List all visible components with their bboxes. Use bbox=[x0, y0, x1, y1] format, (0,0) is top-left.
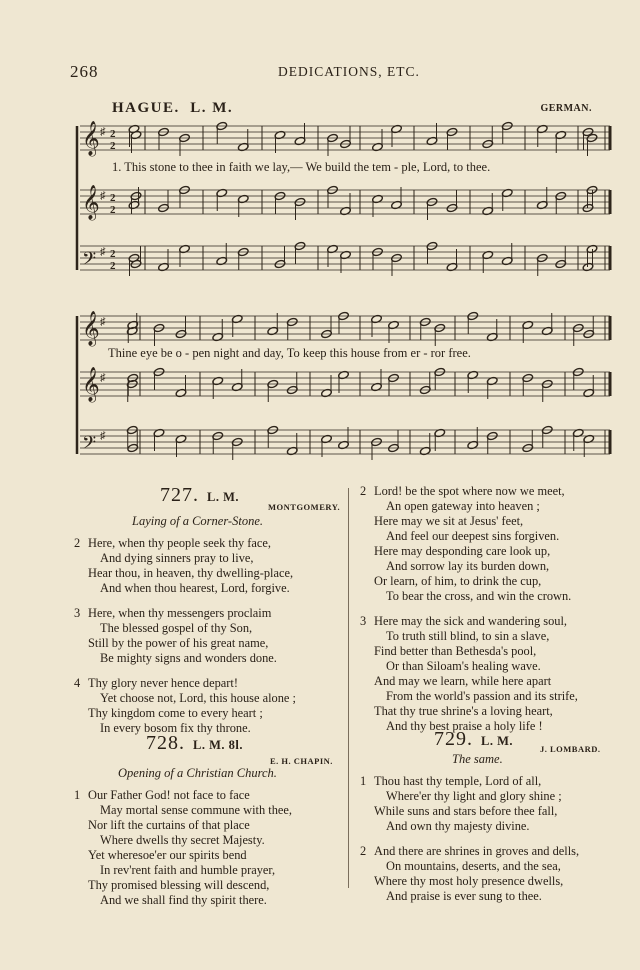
verse-line: 1 Thou hast thy temple, Lord of all, bbox=[360, 774, 542, 788]
time-signature: 2 bbox=[110, 128, 116, 140]
time-signature: 2 bbox=[110, 248, 116, 260]
verse-line: To truth still blind, to sin a slave, bbox=[386, 629, 550, 643]
verse-line: Where'er thy light and glory shine ; bbox=[386, 789, 562, 803]
hymn-meter: L. M. bbox=[481, 734, 514, 748]
verse-line: Thy promised blessing will descend, bbox=[88, 878, 270, 892]
verse-line: The blessed gospel of thy Son, bbox=[100, 621, 253, 635]
hymn-subtitle: Laying of a Corner-Stone. bbox=[132, 514, 263, 528]
verse-line: And sorrow lay its burden down, bbox=[386, 559, 550, 573]
sharp-icon: ♯ bbox=[100, 126, 106, 138]
verse-line: Hear thou, in heaven, thy dwelling-place, bbox=[88, 566, 294, 580]
verse-line: Or than Siloam's healing wave. bbox=[386, 659, 541, 673]
hymn-729-heading bbox=[434, 728, 513, 751]
hymn-number: 728. bbox=[146, 732, 185, 754]
verse-line: That thy true shrine's a loving heart, bbox=[374, 704, 553, 718]
time-signature: 2 bbox=[110, 140, 116, 152]
sharp-icon: ♯ bbox=[100, 190, 106, 202]
verse-line: And when thou hearest, Lord, forgive. bbox=[100, 581, 290, 595]
verse-line: And praise is ever sung to thee. bbox=[386, 889, 542, 903]
sharp-icon: ♯ bbox=[100, 316, 106, 328]
sharp-icon: ♯ bbox=[100, 372, 106, 384]
sharp-icon: ♯ bbox=[100, 246, 106, 258]
hymn-author: J. LOMBARD. bbox=[540, 744, 601, 754]
hymn-meter: L. M. bbox=[207, 490, 240, 504]
verse-line: Yet wheresoe'er our spirits bend bbox=[88, 848, 247, 862]
lyric-line-1: 1. This stone to thee in faith we lay,— We build the tem - ple, Lord, to thee. bbox=[112, 160, 491, 174]
verse-line: In rev'rent faith and humble prayer, bbox=[100, 863, 276, 877]
verse-line: 1 Our Father God! not face to face bbox=[74, 788, 250, 802]
hymn-number: 727. bbox=[160, 484, 199, 506]
hymn-727-heading bbox=[160, 484, 239, 507]
treble-clef-icon: 𝄞 bbox=[82, 121, 100, 156]
verse-line: Thy kingdom come to every heart ; bbox=[88, 706, 263, 720]
verse-line: In every bosom fix thy throne. bbox=[100, 721, 251, 735]
hymn-subtitle: Opening of a Christian Church. bbox=[118, 766, 277, 780]
music-score bbox=[0, 0, 640, 470]
verse-line: May mortal sense commune with thee, bbox=[100, 803, 293, 817]
treble-clef-icon: 𝄞 bbox=[82, 185, 100, 220]
verse-line: And feel our deepest sins forgiven. bbox=[386, 529, 560, 543]
verse-line: Still by the power of his great name, bbox=[88, 636, 269, 650]
tune-name: HAGUE. L. M. bbox=[112, 100, 234, 116]
bass-clef-icon: 𝄢 bbox=[82, 433, 97, 458]
verse-line: Here may desponding care look up, bbox=[374, 544, 551, 558]
verse-line: 2 Lord! be the spot where now we meet, bbox=[360, 484, 565, 498]
time-signature: 2 bbox=[110, 204, 116, 216]
lyric-line-2: Thine eye be o - pen night and day, To keep this house from er - ror free. bbox=[108, 346, 471, 360]
verse-line: 3 Here, when thy messengers proclaim bbox=[74, 606, 272, 620]
verse-line: And dying sinners pray to live, bbox=[100, 551, 254, 565]
hymn-author: MONTGOMERY. bbox=[268, 502, 341, 512]
treble-clef-icon: 𝄞 bbox=[82, 311, 100, 346]
tune-composer: GERMAN. bbox=[540, 103, 592, 114]
verse-line: 3 Here may the sick and wandering soul, bbox=[360, 614, 568, 628]
verse-line: Nor lift the curtains of that place bbox=[88, 818, 250, 832]
verse-line: Yet choose not, Lord, this house alone ; bbox=[100, 691, 296, 705]
verse-line: On mountains, deserts, and the sea, bbox=[386, 859, 561, 873]
verse-line: Where thy most holy presence dwells, bbox=[374, 874, 564, 888]
bass-clef-icon: 𝄢 bbox=[82, 249, 97, 274]
column-divider bbox=[348, 488, 349, 888]
verse-line: Be mighty signs and wonders done. bbox=[100, 651, 277, 665]
verse-line: To bear the cross, and win the crown. bbox=[386, 589, 572, 603]
verse-line: 4 Thy glory never hence depart! bbox=[74, 676, 238, 690]
time-signature: 2 bbox=[110, 192, 116, 204]
treble-clef-icon: 𝄞 bbox=[82, 367, 100, 402]
hymn-subtitle: The same. bbox=[452, 752, 503, 766]
verse-line: 2 Here, when thy people seek thy face, bbox=[74, 536, 272, 550]
page-number: 268 bbox=[70, 62, 99, 81]
verse-line: And may we learn, while here apart bbox=[374, 674, 552, 688]
verse-line: While suns and stars before thee fall, bbox=[374, 804, 558, 818]
verse-line: Here may we sit at Jesus' feet, bbox=[374, 514, 524, 528]
hymn-728-heading bbox=[146, 732, 243, 755]
running-title: DEDICATIONS, ETC. bbox=[278, 64, 420, 79]
verse-line: Or learn, of him, to drink the cup, bbox=[374, 574, 542, 588]
verse-line: An open gateway into heaven ; bbox=[386, 499, 540, 513]
hymn-number: 729. bbox=[434, 728, 473, 750]
hymn-author: E. H. CHAPIN. bbox=[270, 756, 333, 766]
sharp-icon: ♯ bbox=[100, 430, 106, 442]
verse-line: Where dwells thy secret Majesty. bbox=[100, 833, 265, 847]
hymn-meter: L. M. 8l. bbox=[193, 738, 243, 752]
verse-line: And we shall find thy spirit there. bbox=[100, 893, 267, 907]
verse-line: And own thy majesty divine. bbox=[386, 819, 530, 833]
verse-line: From the world's passion and its strife, bbox=[386, 689, 578, 703]
verse-line: 2 And there are shrines in groves and dells, bbox=[360, 844, 580, 858]
verse-line: Find better than Bethesda's pool, bbox=[374, 644, 537, 658]
time-signature: 2 bbox=[110, 260, 116, 272]
verse-line: And thy best praise a holy life ! bbox=[386, 719, 543, 733]
